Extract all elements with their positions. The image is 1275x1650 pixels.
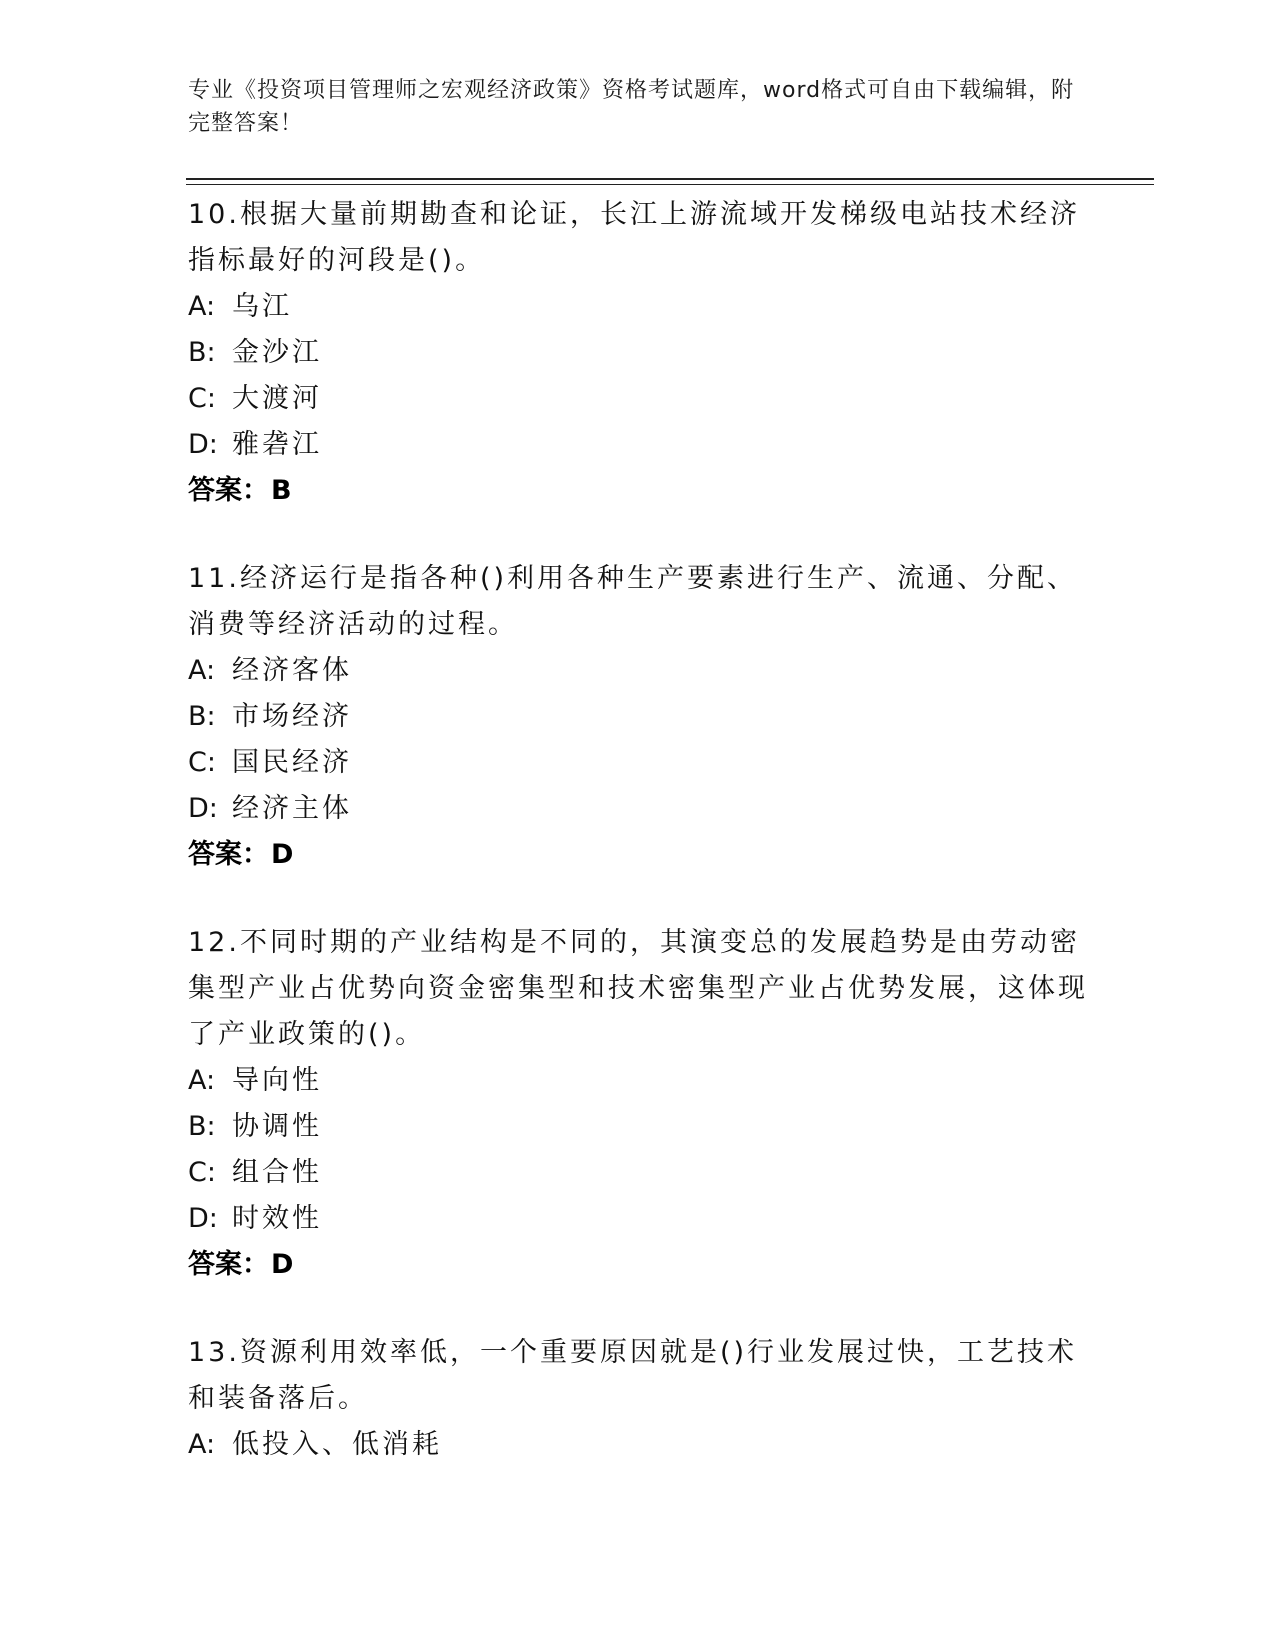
- question-12: [188, 920, 1088, 1288]
- header-divider-thick: [186, 178, 1154, 180]
- answer-label: 答案：: [188, 839, 269, 870]
- question-stem: 10.根据大量前期勘查和论证，长江上游流域开发梯级电站技术经济指标最好的河段是()。: [188, 199, 1080, 276]
- option-letter: C:: [188, 747, 216, 778]
- option-letter: A:: [188, 1065, 216, 1096]
- option-text: 市场经济: [232, 701, 352, 732]
- option-text: 乌江: [232, 291, 292, 322]
- option-c: [188, 740, 1088, 786]
- option-text: 雅砻江: [232, 429, 322, 460]
- question-10: [188, 192, 1088, 514]
- option-a: [188, 648, 1088, 694]
- option-letter: D:: [188, 429, 218, 460]
- option-letter: C:: [188, 1157, 216, 1188]
- option-letter: A:: [188, 655, 216, 686]
- option-letter: B:: [188, 701, 216, 732]
- option-d: [188, 1196, 1088, 1242]
- option-b: [188, 694, 1088, 740]
- option-c: [188, 1150, 1088, 1196]
- option-letter: D:: [188, 793, 218, 824]
- option-letter: A:: [188, 291, 216, 322]
- option-text: 金沙江: [232, 337, 322, 368]
- question-11: [188, 556, 1088, 878]
- option-text: 国民经济: [232, 747, 352, 778]
- option-c: [188, 376, 1088, 422]
- option-text: 组合性: [232, 1157, 322, 1188]
- option-letter: D:: [188, 1203, 218, 1234]
- option-text: 低投入、低消耗: [232, 1429, 442, 1460]
- answer-value: B: [271, 475, 292, 506]
- option-text: 导向性: [232, 1065, 322, 1096]
- document-intro: 专业《投资项目管理师之宏观经济政策》资格考试题库，word格式可自由下载编辑，附完整答案！: [188, 78, 1075, 136]
- answer-line: [188, 832, 1088, 878]
- option-a: [188, 1058, 1088, 1104]
- answer-line: [188, 468, 1088, 514]
- option-b: [188, 1104, 1088, 1150]
- option-b: [188, 330, 1088, 376]
- answer-line: [188, 1242, 1088, 1288]
- question-13: [188, 1330, 1088, 1468]
- option-letter: C:: [188, 383, 216, 414]
- option-text: 协调性: [232, 1111, 322, 1142]
- question-stem: 12.不同时期的产业结构是不同的，其演变总的发展趋势是由劳动密集型产业占优势向资金密集型和技术密集型产业占优势发展，这体现了产业政策的()。: [188, 927, 1088, 1050]
- header-divider-thin: [186, 184, 1154, 185]
- question-stem: 11.经济运行是指各种()利用各种生产要素进行生产、流通、分配、消费等经济活动的过程。: [188, 563, 1078, 640]
- option-text: 经济主体: [232, 793, 352, 824]
- answer-value: D: [271, 839, 294, 870]
- option-text: 时效性: [232, 1203, 322, 1234]
- option-d: [188, 422, 1088, 468]
- question-list: [188, 192, 1088, 1510]
- option-text: 大渡河: [232, 383, 322, 414]
- option-text: 经济客体: [232, 655, 352, 686]
- option-a: [188, 1422, 1088, 1468]
- answer-value: D: [271, 1249, 294, 1280]
- question-stem: 13.资源利用效率低，一个重要原因就是()行业发展过快，工艺技术和装备落后。: [188, 1337, 1078, 1414]
- answer-label: 答案：: [188, 1249, 269, 1280]
- option-d: [188, 786, 1088, 832]
- option-letter: B:: [188, 1111, 216, 1142]
- option-letter: A:: [188, 1429, 216, 1460]
- option-a: [188, 284, 1088, 330]
- option-letter: B:: [188, 337, 216, 368]
- answer-label: 答案：: [188, 475, 269, 506]
